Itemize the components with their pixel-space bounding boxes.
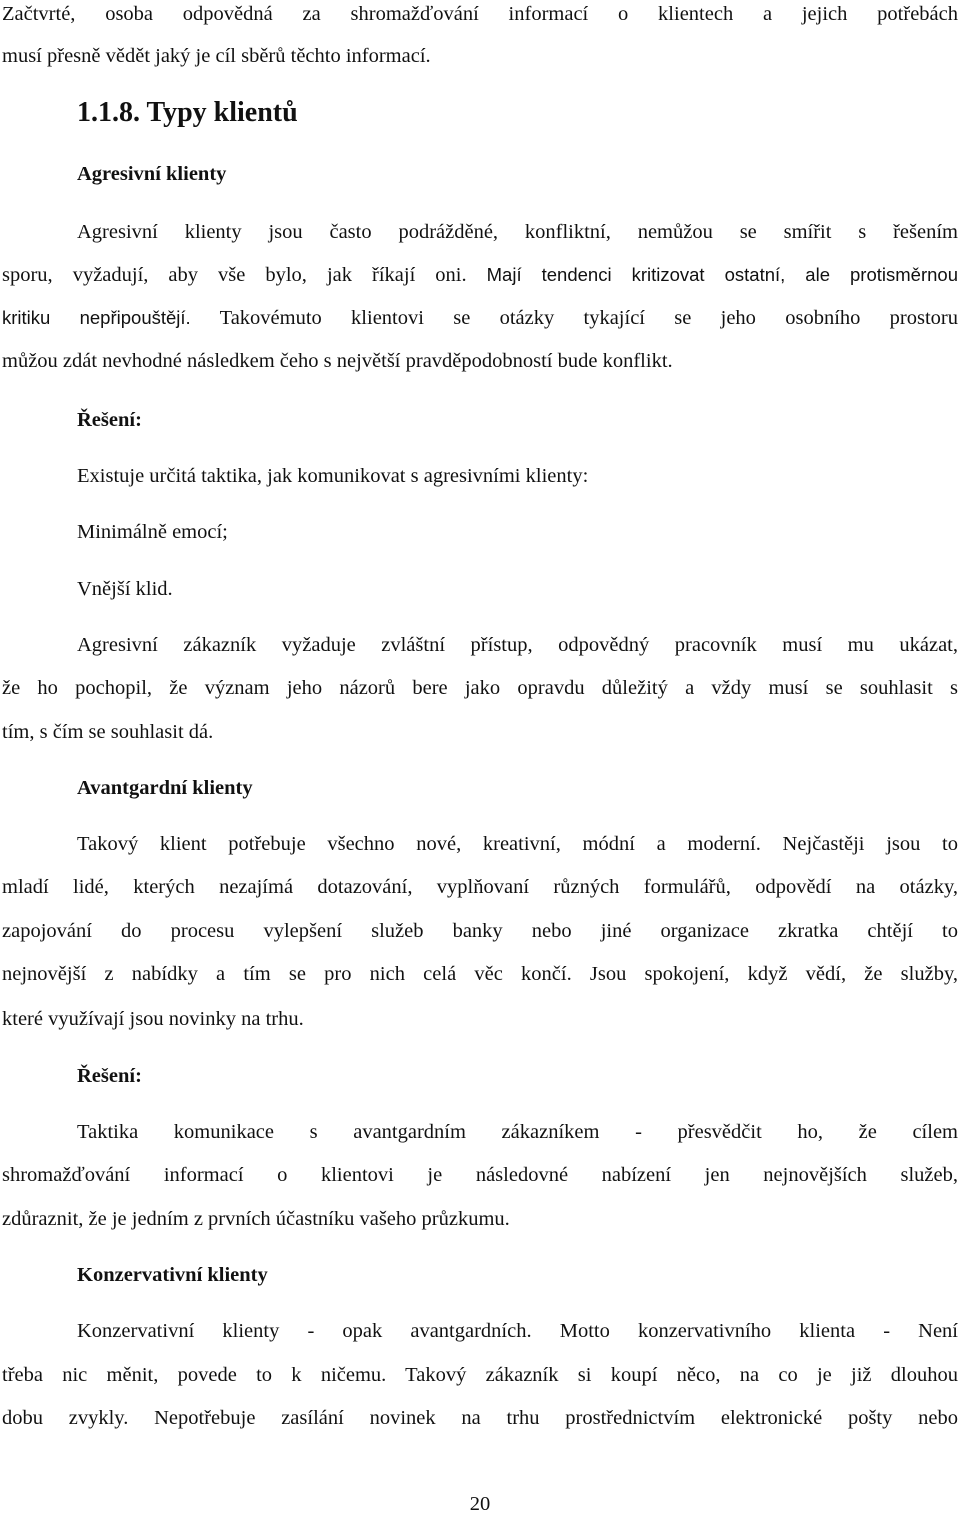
page-number: 20 bbox=[469, 1493, 491, 1515]
agresivni-paragraph-2-line-1: Agresivní zákazník vyžaduje zvláštní přístup, odpovědný pracovník musí mu ukázat, bbox=[77, 634, 958, 656]
avantgardni-heading: Avantgardní klienty bbox=[77, 777, 253, 799]
konzervativni-paragraph-line-1: Konzervativní klienty - opak avantgardních. Motto konzervativního klienta - Není bbox=[77, 1320, 958, 1342]
agresivni-reseni-intro: Existuje určitá taktika, jak komunikovat s agresivními klienty: bbox=[77, 465, 589, 487]
intro-line-2: musí přesně vědět jaký je cíl sběrů těchto informací. bbox=[2, 45, 431, 67]
agresivni-paragraph-line-2 bbox=[2, 261, 958, 289]
avantgardni-paragraph-2-line-2: shromažďování informací o klientovi je následovné nabízení jen nejnovějších služeb, bbox=[2, 1164, 958, 1186]
konzervativni-heading: Konzervativní klienty bbox=[77, 1264, 268, 1286]
agresivni-paragraph-line-2-part-a: sporu, vyžadují, aby vše bylo, jak říkají oni. bbox=[2, 264, 467, 286]
avantgardni-paragraph-line-5: které využívají jsou novinky na trhu. bbox=[2, 1008, 304, 1030]
section-heading: 1.1.8. Typy klientů bbox=[77, 97, 298, 128]
avantgardni-paragraph-line-1: Takový klient potřebuje všechno nové, kreativní, módní a moderní. Nejčastěji jsou to bbox=[77, 833, 958, 855]
agresivni-paragraph-line-4: můžou zdát nevhodné následkem čeho s největší pravděpodobností bude konflikt. bbox=[2, 350, 673, 372]
konzervativni-paragraph-line-2: třeba nic měnit, povede to k ničemu. Takový zákazník si koupí něco, na co je již dlouhou bbox=[2, 1364, 958, 1386]
avantgardni-paragraph-line-3: zapojování do procesu vylepšení služeb banky nebo jiné organizace zkratka chtějí to bbox=[2, 920, 958, 942]
intro-line-1: Začtvrté, osoba odpovědná za shromažďování informací o klientech a jejich potřebách bbox=[2, 3, 958, 25]
agresivni-tactic-item-2: Vnější klid. bbox=[77, 578, 173, 600]
agresivni-paragraph-line-3 bbox=[2, 304, 958, 332]
agresivni-paragraph-line-3-part-a: kritiku nepřipouštějí. bbox=[2, 307, 191, 328]
avantgardni-reseni-label: Řešení: bbox=[77, 1065, 142, 1087]
agresivni-paragraph-line-2-part-b: Mají tendenci kritizovat ostatní, ale protisměrnou bbox=[466, 264, 958, 285]
agresivni-heading: Agresivní klienty bbox=[77, 163, 227, 185]
avantgardni-paragraph-line-2: mladí lidé, kterých nezajímá dotazování, vyplňovaní různých formulářů, odpovědí na otázky, bbox=[2, 876, 958, 898]
avantgardni-paragraph-line-4: nejnovější z nabídky a tím se pro nich celá věc končí. Jsou spokojení, když vědí, že služby, bbox=[2, 963, 958, 985]
avantgardni-paragraph-2-line-3: zdůraznit, že je jedním z prvních účastníku vašeho průzkumu. bbox=[2, 1208, 510, 1230]
konzervativni-paragraph-line-3: dobu zvykly. Nepotřebuje zasílání novinek na trhu prostřednictvím elektronické pošty nebo bbox=[2, 1407, 958, 1429]
agresivni-paragraph-line-1: Agresivní klienty jsou často podrážděné, konfliktní, nemůžou se smířit s řešením bbox=[77, 221, 958, 243]
agresivni-reseni-label: Řešení: bbox=[77, 409, 142, 431]
avantgardni-paragraph-2-line-1: Taktika komunikace s avantgardním zákazníkem - přesvědčit ho, že cílem bbox=[77, 1121, 958, 1143]
agresivni-paragraph-line-3-part-b: Takovémuto klientovi se otázky tykající se jeho osobního prostoru bbox=[190, 307, 958, 329]
agresivni-paragraph-2-line-2: že ho pochopil, že význam jeho názorů bere jako opravdu důležitý a vždy musí se souhlasit s bbox=[2, 677, 958, 699]
agresivni-tactic-item-1: Minimálně emocí; bbox=[77, 521, 228, 543]
agresivni-paragraph-2-line-3: tím, s čím se souhlasit dá. bbox=[2, 721, 214, 743]
